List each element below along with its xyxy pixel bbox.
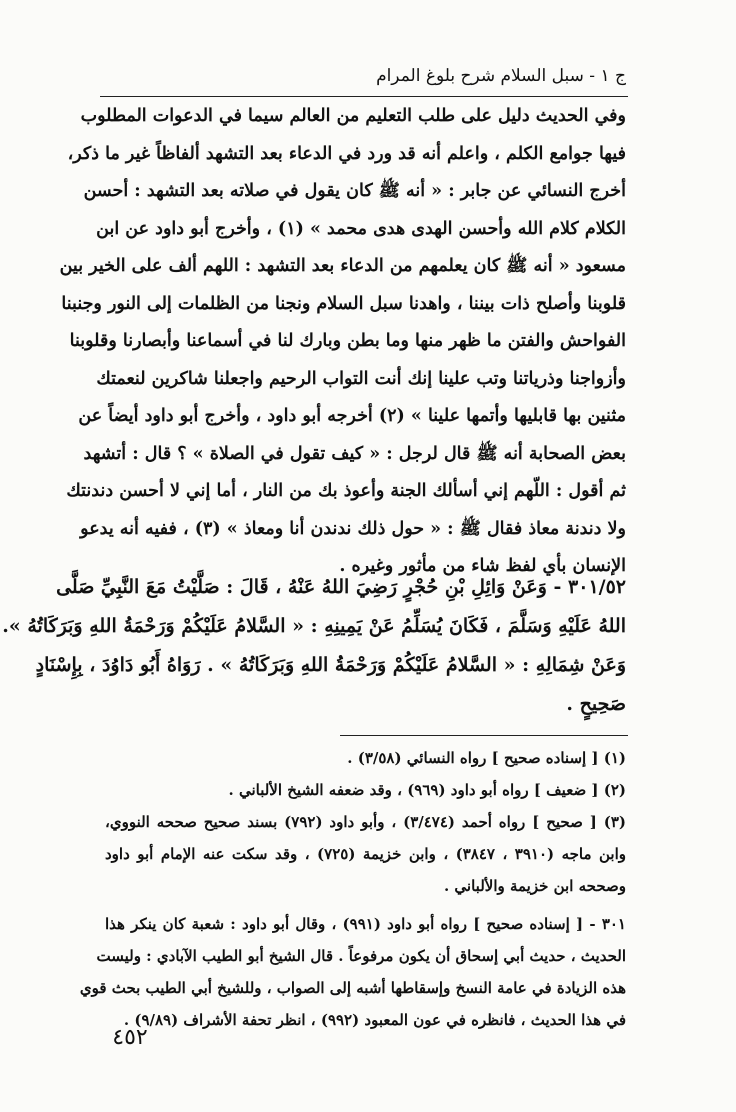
footnote-line: هذه الزيادة في عامة النسخ وإسقاطها أشبه إلى الصواب ، وللشيخ أبي الطيب بحث قوي [79, 979, 626, 997]
text-line: ولا دندنة معاذ فقال ﷺ : « حول ذلك ندندن أنا ومعاذ » (٣) ، ففيه أنه يدعو [80, 518, 626, 539]
text-line: قلوبنا وأصلح ذات بيننا ، واهدنا سبل السلام ونجنا من الظلمات إلى النور وجنبنا [61, 293, 626, 314]
hadith-line: اللهُ عَلَيْهِ وَسَلَّمَ ، فَكَانَ يُسَلِّمُ عَنْ يَمِينِهِ : « السَّلامُ عَلَيْكُمْ وَرَحْمَةُ اللهِ وَبَرَكَاتُهُ ». [2, 615, 626, 637]
text-line: ثم أقول : اللّهم إني أسألك الجنة وأعوذ بك من النار ، أما إني لا أحسن دندنتك [66, 481, 626, 501]
hadith-line: صَحِيحٍ . [566, 693, 626, 715]
footnotes [79, 742, 627, 1036]
running-title: ج ١ - سبل السلام شرح بلوغ المرام [376, 66, 626, 86]
footnote-line: (٣) [ صحيح ] رواه أحمد (٣/٤٧٤) ، وأبو داود (٧٩٢) بسند صحيح صححه النووي، [105, 813, 626, 831]
footnote-line: (٢) [ ضعيف ] رواه أبو داود (٩٦٩) ، وقد ضعفه الشيخ الألباني . [228, 781, 626, 799]
text-line: مسعود « أنه ﷺ كان يعلمهم من الدعاء بعد التشهد : اللهم ألف على الخير بين [59, 256, 626, 276]
hadith-line: وَعَنْ شِمَالِهِ : « السَّلامُ عَلَيْكُمْ وَرَحْمَةُ اللهِ وَبَرَكَاتُهُ » . رَوَاهُ أَبُو دَاوُدَ ، بِإِسْنَادٍ [35, 654, 626, 676]
text-line: بعض الصحابة أنه ﷺ قال لرجل : « كيف تقول في الصلاة » ؟ قال : أتشهد [83, 443, 626, 464]
text-line: وأزواجنا وذرياتنا وتب علينا إنك أنت التواب الرحيم واجعلنا شاكرين لنعمتك [96, 368, 626, 389]
footnote-line: في هذا الحديث ، فانظره في عون المعبود (٩٩٢) ، انظر تحفة الأشراف (٩/٨٩) . [123, 1011, 626, 1029]
footnote-line: ٣٠١ - [ إسناده صحيح ] رواه أبو داود (٩٩١) ، وقال أبو داود : شعبة كان ينكر هذا [105, 915, 626, 933]
footnote-line: وابن ماجه (٣٩١٠ ، ٣٨٤٧) ، وابن خزيمة (٧٢٥) ، وقد سكت عنه الإمام أبو داود [105, 845, 627, 863]
footnote-rule [340, 735, 628, 736]
text-line: الإنسان بأي لفظ شاء من مأثور وغيره . [339, 556, 626, 576]
footnote-line: الحديث ، حديث أبي إسحاق أن يكون مرفوعاً . قال الشيخ أبو الطيب الآبادي : وليست [96, 947, 626, 965]
text-line: الفواحش والفتن ما ظهر منها وما بطن وبارك لنا في أسماعنا وأبصارنا وقلوبنا [69, 331, 626, 351]
page-number: ٤٥٢ [112, 1025, 148, 1050]
commentary-text [59, 98, 626, 586]
text-line: الكلام كلام الله وأحسن الهدى هدى محمد » (١) ، وأخرج أبو داود عن ابن [96, 218, 626, 239]
text-line: أخرج النسائي عن جابر : « أنه ﷺ كان يقول في صلاته بعد التشهد : أحسن [83, 181, 626, 201]
text-line: مثنين بها قابليها وأتمها علينا » (٢) أخرجه أبو داود ، وأخرج أبو داود أيضاً عن [78, 406, 626, 426]
hadith-text [2, 568, 626, 724]
text-line: وفي الحديث دليل على طلب التعليم من العالم سيما في الدعوات المطلوب [80, 106, 626, 126]
running-header [90, 58, 626, 94]
footnote-line: (١) [ إسناده صحيح ] رواه النسائي (٣/٥٨) . [347, 749, 626, 767]
footnote-line: وصححه ابن خزيمة والألباني . [443, 877, 626, 895]
hadith-line: ٣٠١/٥٢ - وَعَنْ وَائِلِ بْنِ حُجْرٍ رَضِيَ اللهُ عَنْهُ ، قَالَ : صَلَّيْتُ مَعَ النَّبِيِّ صَلَّى [56, 576, 626, 598]
text-line: فيها جوامع الكلم ، واعلم أنه قد ورد في الدعاء بعد التشهد ألفاظاً غير ما ذكر، [67, 143, 626, 164]
header-rule [100, 96, 628, 97]
